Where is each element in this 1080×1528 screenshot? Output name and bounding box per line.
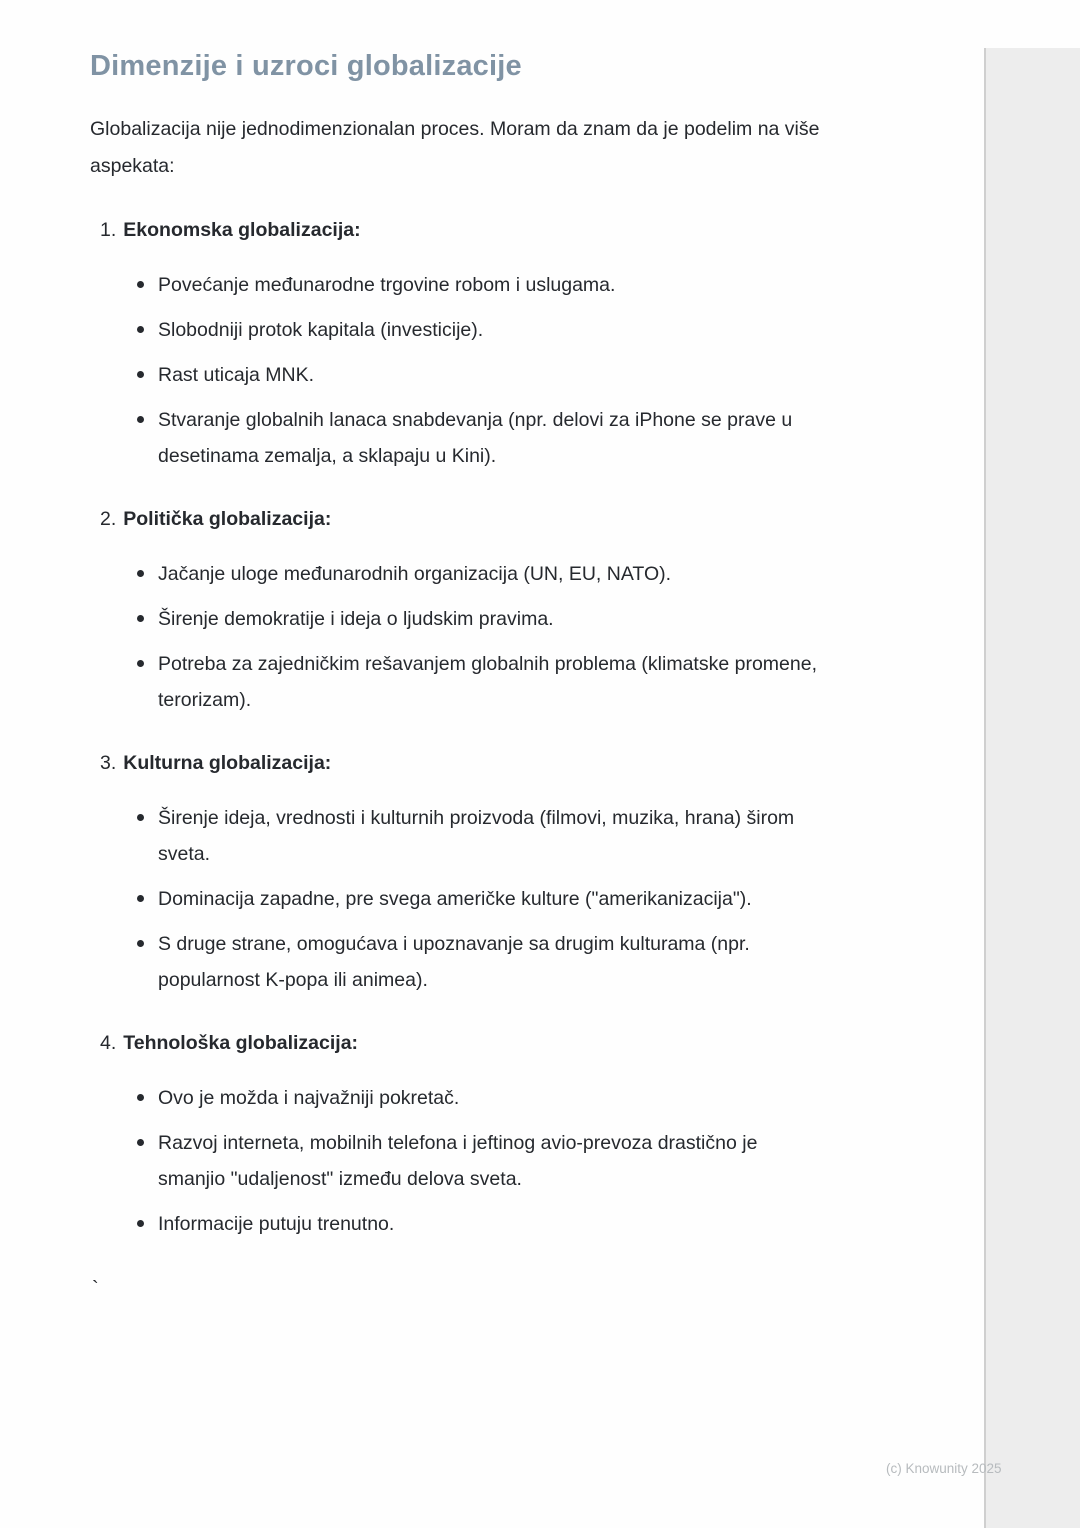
sections-list (90, 217, 880, 1242)
bullet-item: Ovo je možda i najvažniji pokretač. (136, 1080, 818, 1116)
bullet-item: Širenje demokratije i ideja o ljudskim pravima. (136, 601, 818, 637)
section-heading (100, 750, 880, 776)
section-number: 2. (100, 508, 117, 530)
copyright-watermark: (c) Knowunity 2025 (886, 1461, 1002, 1476)
bullet-item: Dominacija zapadne, pre svega američke kulture ("amerikanizacija"). (136, 881, 818, 917)
bullet-item: Slobodniji protok kapitala (investicije). (136, 312, 818, 348)
section-number: 4. (100, 1032, 117, 1054)
bullet-list (136, 800, 880, 998)
bullet-item: Razvoj interneta, mobilnih telefona i jeftinog avio-prevoza drastično je smanjio "udaljenost" između delova sveta. (136, 1125, 818, 1197)
section-number: 3. (100, 752, 117, 774)
page-title: Dimenzije i uzroci globalizacije (90, 50, 522, 82)
bullet-item: Potreba za zajedničkim rešavanjem globalnih problema (klimatske promene, terorizam). (136, 646, 818, 718)
section-item (90, 1030, 880, 1242)
bullet-list (136, 1080, 880, 1242)
section-heading (100, 1030, 880, 1056)
bullet-item: S druge strane, omogućava i upoznavanje sa drugim kulturama (npr. popularnost K-popa ili animea). (136, 926, 818, 998)
section-heading (100, 217, 880, 243)
section-title: Tehnološka globalizacija: (123, 1032, 359, 1054)
bullet-item: Širenje ideja, vrednosti i kulturnih proizvoda (filmovi, muzika, hrana) širom sveta. (136, 800, 818, 872)
intro-paragraph: Globalizacija nije jednodimenzionalan proces. Moram da znam da je podelim na više aspekata: (90, 118, 820, 177)
section-item (90, 506, 880, 718)
section-title: Kulturna globalizacija: (123, 752, 332, 774)
document-content (90, 50, 880, 1301)
section-item (90, 217, 880, 474)
bullet-list (136, 556, 880, 718)
trailing-character: ` (92, 1278, 99, 1300)
bullet-item: Rast uticaja MNK. (136, 357, 818, 393)
bullet-list (136, 267, 880, 474)
bullet-item: Povećanje međunarodne trgovine robom i uslugama. (136, 267, 818, 303)
bullet-item: Stvaranje globalnih lanaca snabdevanja (npr. delovi za iPhone se prave u desetinama zemalja, a sklapaju u Kini). (136, 402, 818, 474)
section-title: Politička globalizacija: (123, 508, 332, 530)
page-margin-strip (986, 48, 1080, 1528)
section-item (90, 750, 880, 998)
section-title: Ekonomska globalizacija: (123, 219, 361, 241)
bullet-item: Jačanje uloge međunarodnih organizacija (UN, EU, NATO). (136, 556, 818, 592)
section-number: 1. (100, 219, 117, 241)
bullet-item: Informacije putuju trenutno. (136, 1206, 818, 1242)
section-heading (100, 506, 880, 532)
